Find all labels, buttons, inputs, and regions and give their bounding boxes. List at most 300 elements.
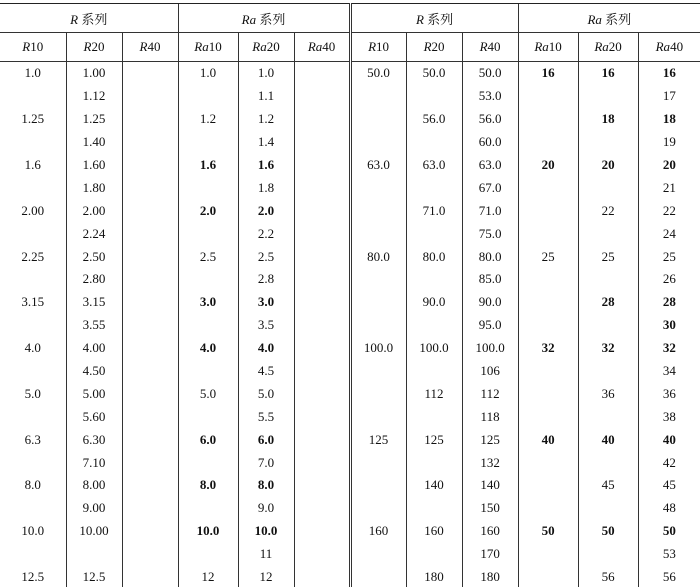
column-header: Ra10 — [518, 33, 578, 62]
table-cell: 5.0 — [238, 382, 294, 405]
table-cell: 2.80 — [66, 268, 122, 291]
table-cell: 1.1 — [238, 85, 294, 108]
table-cell — [0, 405, 66, 428]
table-row — [0, 62, 700, 85]
table-cell: 1.8 — [238, 176, 294, 199]
table-cell — [294, 451, 350, 474]
table-cell — [518, 268, 578, 291]
table-cell: 100.0 — [350, 337, 406, 360]
table-cell — [0, 268, 66, 291]
table-cell: 80.0 — [462, 245, 518, 268]
group-header: R 系列 — [350, 4, 518, 33]
table-cell: 1.6 — [238, 154, 294, 177]
table-cell — [350, 474, 406, 497]
table-cell — [518, 497, 578, 520]
table-cell: 75.0 — [462, 222, 518, 245]
group-header: Ra 系列 — [178, 4, 350, 33]
table-cell: 9.00 — [66, 497, 122, 520]
table-cell: 5.00 — [66, 382, 122, 405]
table-cell — [178, 497, 238, 520]
table-row — [0, 314, 700, 337]
table-cell — [294, 314, 350, 337]
table-cell: 8.0 — [24, 477, 41, 493]
table-cell: 90.0 — [462, 291, 518, 314]
table-cell — [518, 566, 578, 587]
table-cell: 5.0 — [24, 385, 41, 401]
table-cell — [0, 314, 66, 337]
table-cell: 2.8 — [238, 268, 294, 291]
table-cell: 10.0 — [238, 520, 294, 543]
table-cell — [294, 543, 350, 566]
table-cell — [122, 176, 178, 199]
table-cell — [122, 291, 178, 314]
table-cell — [350, 268, 406, 291]
table-cell: 22 — [578, 199, 638, 222]
table-cell — [406, 497, 462, 520]
table-cell — [122, 222, 178, 245]
table-cell — [406, 85, 462, 108]
table-cell — [178, 314, 238, 337]
table-cell: 11 — [238, 543, 294, 566]
table-cell: 56.0 — [406, 108, 462, 131]
table-cell — [122, 199, 178, 222]
table-cell: 6.3 — [24, 431, 41, 447]
table-row — [0, 497, 700, 520]
table-cell: 12.5 — [66, 566, 122, 587]
table-cell: 42 — [638, 451, 700, 474]
column-header: Ra10 — [178, 33, 238, 62]
table-cell: 18 — [578, 108, 638, 131]
table-cell — [178, 222, 238, 245]
table-cell: 20 — [638, 154, 700, 177]
table-cell: 60.0 — [462, 131, 518, 154]
table-cell: 28 — [578, 291, 638, 314]
table-cell: 4.0 — [178, 337, 238, 360]
table-cell: 24 — [638, 222, 700, 245]
table-cell: 95.0 — [462, 314, 518, 337]
table-cell — [0, 222, 66, 245]
table-cell — [350, 199, 406, 222]
table-cell — [350, 543, 406, 566]
table-cell — [518, 176, 578, 199]
table-cell: 80.0 — [350, 245, 406, 268]
table-cell: 2.5 — [238, 245, 294, 268]
table-cell — [518, 222, 578, 245]
column-header: R40 — [462, 33, 518, 62]
table-cell — [122, 360, 178, 383]
table-cell: 45 — [638, 474, 700, 497]
table-cell — [406, 131, 462, 154]
table-cell: 170 — [462, 543, 518, 566]
table-cell — [122, 62, 178, 85]
table-cell — [294, 520, 350, 543]
table-cell — [122, 314, 178, 337]
table-cell: 140 — [406, 474, 462, 497]
table-cell: 85.0 — [462, 268, 518, 291]
column-header: Ra40 — [638, 33, 700, 62]
table-cell: 25 — [578, 245, 638, 268]
table-cell — [518, 474, 578, 497]
table-row — [0, 199, 700, 222]
table-cell: 21 — [638, 176, 700, 199]
table-cell — [294, 337, 350, 360]
table-cell: 125 — [350, 428, 406, 451]
table-cell: 53 — [638, 543, 700, 566]
table-cell: 2.5 — [178, 245, 238, 268]
table-cell: 112 — [462, 382, 518, 405]
table-cell: 56 — [578, 566, 638, 587]
table-cell: 4.5 — [238, 360, 294, 383]
table-cell: 71.0 — [462, 199, 518, 222]
table-cell: 6.0 — [178, 428, 238, 451]
table-cell — [350, 176, 406, 199]
table-cell: 10.0 — [178, 520, 238, 543]
table-cell — [294, 222, 350, 245]
table-cell — [0, 543, 66, 566]
table-cell — [178, 360, 238, 383]
table-cell: 36 — [578, 382, 638, 405]
column-header: R20 — [66, 33, 122, 62]
table-cell — [294, 360, 350, 383]
table-cell: 7.10 — [66, 451, 122, 474]
table-cell: 63.0 — [462, 154, 518, 177]
table-row — [0, 566, 700, 587]
table-cell: 3.15 — [66, 291, 122, 314]
table-cell: 18 — [638, 108, 700, 131]
table-cell: 2.24 — [66, 222, 122, 245]
table-cell: 180 — [462, 566, 518, 587]
table-cell — [578, 268, 638, 291]
table-row — [0, 291, 700, 314]
table-cell — [122, 245, 178, 268]
table-cell — [122, 337, 178, 360]
table-cell: 16 — [638, 62, 700, 85]
table-cell: 56 — [638, 566, 700, 587]
table-cell: 36 — [638, 382, 700, 405]
table-cell: 1.80 — [66, 176, 122, 199]
table-cell: 5.0 — [178, 382, 238, 405]
table-cell — [406, 222, 462, 245]
table-cell: 10.0 — [21, 523, 45, 539]
table-cell — [294, 199, 350, 222]
table-cell — [578, 314, 638, 337]
table-cell: 63.0 — [350, 154, 406, 177]
table-cell — [178, 176, 238, 199]
table-cell — [406, 405, 462, 428]
column-header: Ra40 — [294, 33, 350, 62]
table-cell — [0, 131, 66, 154]
column-header: R10 — [350, 33, 406, 62]
table-cell — [406, 314, 462, 337]
table-cell: 1.2 — [178, 108, 238, 131]
table-cell: 9.0 — [238, 497, 294, 520]
table-cell: 50 — [518, 520, 578, 543]
table-cell: 48 — [638, 497, 700, 520]
table-cell: 5.5 — [238, 405, 294, 428]
table-cell — [578, 451, 638, 474]
table-cell: 2.00 — [21, 202, 45, 218]
table-cell: 125 — [462, 428, 518, 451]
table-cell — [518, 405, 578, 428]
table-cell — [350, 566, 406, 587]
table-cell: 100.0 — [406, 337, 462, 360]
table-cell: 1.6 — [178, 154, 238, 177]
table-cell: 16 — [578, 62, 638, 85]
table-cell — [406, 451, 462, 474]
table-cell — [178, 131, 238, 154]
table-cell: 20 — [518, 154, 578, 177]
table-cell — [178, 451, 238, 474]
table-cell: 1.0 — [178, 62, 238, 85]
table-cell: 4.00 — [66, 337, 122, 360]
table-cell — [294, 497, 350, 520]
table-row — [0, 176, 700, 199]
table-cell — [0, 451, 66, 474]
table-cell: 106 — [462, 360, 518, 383]
table-cell: 90.0 — [406, 291, 462, 314]
table-cell: 150 — [462, 497, 518, 520]
table-cell — [66, 543, 122, 566]
table-cell — [518, 451, 578, 474]
table-cell: 6.30 — [66, 428, 122, 451]
table-cell: 50 — [638, 520, 700, 543]
table-cell: 63.0 — [406, 154, 462, 177]
table-cell — [350, 497, 406, 520]
table-row — [0, 360, 700, 383]
table-cell: 45 — [578, 474, 638, 497]
table-cell — [578, 360, 638, 383]
table-cell — [122, 405, 178, 428]
table-cell — [578, 131, 638, 154]
table-cell — [406, 360, 462, 383]
table-cell: 125 — [406, 428, 462, 451]
table-row — [0, 543, 700, 566]
table-cell — [178, 543, 238, 566]
table-row — [0, 405, 700, 428]
table-cell — [350, 291, 406, 314]
table-cell: 1.0 — [24, 65, 41, 81]
table-cell — [578, 176, 638, 199]
table-cell — [122, 451, 178, 474]
table-row — [0, 108, 700, 131]
table-cell: 8.0 — [178, 474, 238, 497]
table-cell — [122, 268, 178, 291]
column-header: R20 — [406, 33, 462, 62]
table-cell: 12 — [238, 566, 294, 587]
table-cell: 17 — [638, 85, 700, 108]
table-row — [0, 428, 700, 451]
table-cell: 32 — [518, 337, 578, 360]
table-cell — [122, 566, 178, 587]
table-cell — [294, 405, 350, 428]
table-cell: 80.0 — [406, 245, 462, 268]
table-cell: 118 — [462, 405, 518, 428]
table-cell: 160 — [406, 520, 462, 543]
group-header-row — [0, 4, 700, 33]
table-cell: 180 — [406, 566, 462, 587]
group-header: R 系列 — [0, 4, 178, 33]
table-row — [0, 154, 700, 177]
table-cell — [294, 131, 350, 154]
table-cell — [294, 154, 350, 177]
table-cell — [406, 176, 462, 199]
table-cell — [350, 85, 406, 108]
table-row — [0, 520, 700, 543]
table-cell: 32 — [578, 337, 638, 360]
table-cell: 2.2 — [238, 222, 294, 245]
table-cell: 22 — [638, 199, 700, 222]
table-row — [0, 382, 700, 405]
table-cell: 12.5 — [0, 566, 66, 587]
table-cell: 100.0 — [462, 337, 518, 360]
table-cell — [518, 543, 578, 566]
table-cell — [294, 474, 350, 497]
table-cell: 30 — [638, 314, 700, 337]
table-cell: 3.15 — [21, 294, 45, 310]
table-cell: 1.0 — [238, 62, 294, 85]
table-cell: 6.0 — [238, 428, 294, 451]
table-cell: 160 — [350, 520, 406, 543]
table-cell — [122, 85, 178, 108]
table-cell — [122, 382, 178, 405]
table-cell — [294, 382, 350, 405]
table-row — [0, 474, 700, 497]
table-cell: 40 — [638, 428, 700, 451]
table-cell: 53.0 — [462, 85, 518, 108]
table-cell: 2.0 — [238, 199, 294, 222]
table-cell — [294, 428, 350, 451]
column-header-row — [0, 33, 700, 62]
table-cell — [122, 543, 178, 566]
table-cell: 3.5 — [238, 314, 294, 337]
table-cell: 3.0 — [178, 291, 238, 314]
table-cell: 40 — [518, 428, 578, 451]
group-header: Ra 系列 — [518, 4, 700, 33]
column-header: Ra20 — [238, 33, 294, 62]
table-cell — [178, 85, 238, 108]
table-cell: 132 — [462, 451, 518, 474]
table-cell: 160 — [462, 520, 518, 543]
table-cell — [350, 314, 406, 337]
table-row — [0, 85, 700, 108]
table-cell — [178, 405, 238, 428]
preferred-numbers-table — [0, 3, 700, 587]
table-cell: 3.55 — [66, 314, 122, 337]
table-cell — [406, 268, 462, 291]
table-cell: 4.0 — [24, 340, 41, 356]
table-cell: 50.0 — [462, 62, 518, 85]
table-cell: 32 — [638, 337, 700, 360]
table-cell: 25 — [518, 245, 578, 268]
table-cell — [518, 199, 578, 222]
table-row — [0, 451, 700, 474]
table-cell: 56.0 — [462, 108, 518, 131]
table-cell — [0, 85, 66, 108]
table-cell: 2.00 — [66, 199, 122, 222]
table-cell — [294, 566, 350, 587]
table-cell — [294, 85, 350, 108]
table-row — [0, 245, 700, 268]
table-cell — [578, 543, 638, 566]
table-cell — [578, 497, 638, 520]
column-header: Ra20 — [578, 33, 638, 62]
table-cell: 10.00 — [66, 520, 122, 543]
table-cell: 7.0 — [238, 451, 294, 474]
table-cell — [122, 428, 178, 451]
table-cell: 1.00 — [66, 62, 122, 85]
table-cell: 1.40 — [66, 131, 122, 154]
table-cell: 25 — [638, 245, 700, 268]
column-header: R10 — [0, 33, 66, 62]
table-cell — [294, 108, 350, 131]
table-cell — [350, 405, 406, 428]
table-cell: 1.2 — [238, 108, 294, 131]
table-cell — [518, 291, 578, 314]
table-cell — [178, 268, 238, 291]
table-cell — [294, 268, 350, 291]
table-cell — [294, 62, 350, 85]
table-cell — [518, 314, 578, 337]
table-cell: 8.0 — [238, 474, 294, 497]
table-cell — [350, 222, 406, 245]
table-cell — [122, 520, 178, 543]
table-cell: 112 — [406, 382, 462, 405]
table-cell — [0, 497, 66, 520]
table-cell — [350, 131, 406, 154]
table-cell — [518, 360, 578, 383]
table-cell: 19 — [638, 131, 700, 154]
table-cell: 2.50 — [66, 245, 122, 268]
table-cell — [122, 131, 178, 154]
table-cell: 50.0 — [350, 62, 406, 85]
table-cell: 71.0 — [406, 199, 462, 222]
table-cell — [122, 154, 178, 177]
table-row — [0, 222, 700, 245]
table-cell: 20 — [578, 154, 638, 177]
table-cell: 40 — [578, 428, 638, 451]
table-cell — [518, 108, 578, 131]
table-cell — [350, 360, 406, 383]
table-cell — [294, 291, 350, 314]
table-cell: 1.25 — [21, 111, 45, 127]
table-cell — [518, 85, 578, 108]
table-cell: 5.60 — [66, 405, 122, 428]
table-cell — [350, 451, 406, 474]
table-cell: 2.0 — [178, 199, 238, 222]
table-cell: 28 — [638, 291, 700, 314]
column-header: R40 — [122, 33, 178, 62]
table-cell: 2.25 — [21, 248, 45, 264]
table-cell: 140 — [462, 474, 518, 497]
table-cell: 3.0 — [238, 291, 294, 314]
table-cell: 8.00 — [66, 474, 122, 497]
table-cell — [122, 497, 178, 520]
table-cell: 16 — [518, 62, 578, 85]
table-cell — [294, 245, 350, 268]
table-cell — [578, 85, 638, 108]
table-cell: 4.0 — [238, 337, 294, 360]
table-cell: 1.6 — [24, 157, 41, 172]
table-cell: 1.12 — [66, 85, 122, 108]
table-cell — [294, 176, 350, 199]
table-cell: 50.0 — [406, 62, 462, 85]
table-row — [0, 337, 700, 360]
table-cell: 12 — [178, 566, 238, 587]
table-cell — [122, 108, 178, 131]
table-cell: 26 — [638, 268, 700, 291]
table-cell — [518, 382, 578, 405]
table-cell: 50 — [578, 520, 638, 543]
